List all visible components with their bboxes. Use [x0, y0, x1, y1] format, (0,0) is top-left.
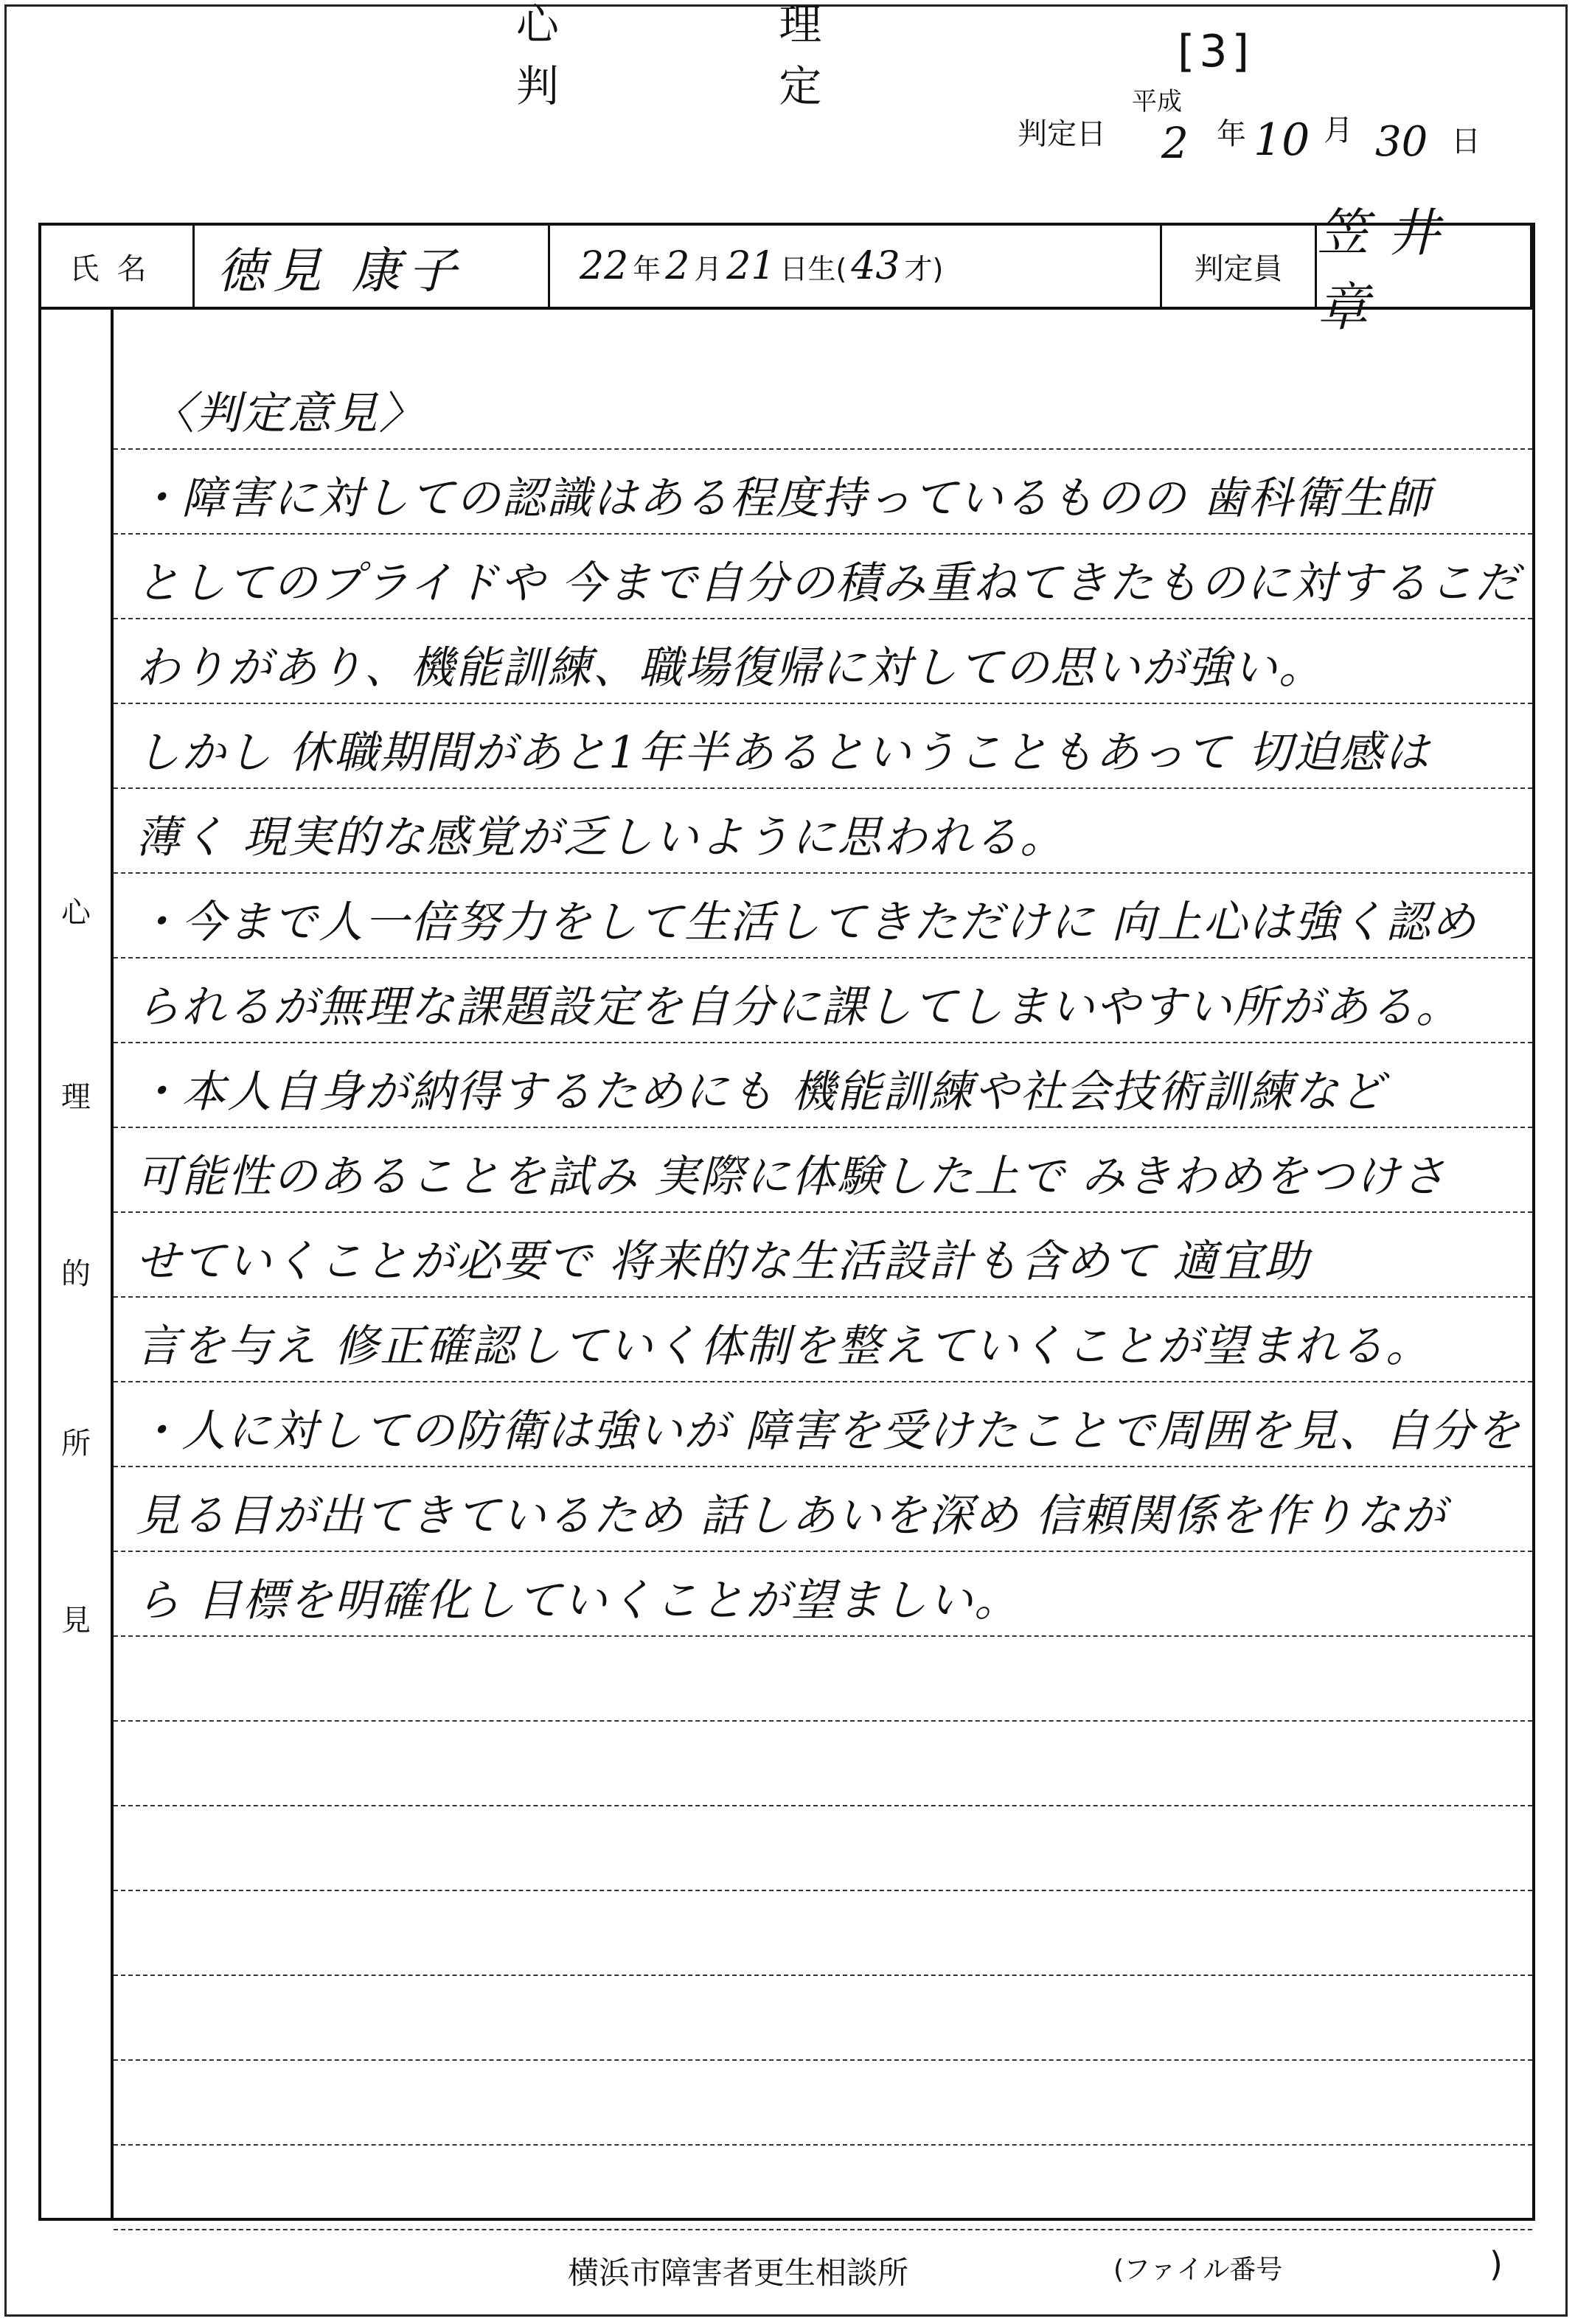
ruled-line: [114, 1975, 1532, 1976]
ruled-line: [114, 2059, 1532, 2061]
opinion-text-line: ら 目標を明確化していくことが望ましい。: [136, 1575, 1021, 1627]
ruled-line: [114, 787, 1532, 789]
footer: [0, 2241, 1575, 2308]
name-label: 氏名: [41, 226, 195, 307]
birth-day: 21: [726, 244, 776, 288]
form-number: [3]: [1178, 26, 1254, 77]
judgment-date-label: 判定日: [1018, 117, 1106, 151]
opinion-text-line: ・人に対しての防衛は強いが 障害を受けたことで周囲を見、自分を: [136, 1405, 1522, 1457]
opinion-text-line: ・本人自身が納得するためにも 機能訓練や社会技術訓練など: [136, 1066, 1386, 1118]
age-unit: 才): [904, 252, 944, 285]
judgment-date-era: 平成: [1132, 87, 1182, 116]
opinion-text-line: としてのプライドや 今まで自分の積み重ねてきたものに対するこだ: [136, 557, 1520, 609]
side-label-char: 心: [61, 896, 91, 930]
ruled-line: [114, 1805, 1532, 1806]
ruled-line: [114, 1635, 1532, 1637]
file-number-close: ): [1489, 2244, 1503, 2284]
judgment-date-day: 30: [1375, 118, 1428, 166]
opinion-text-line: しかし 休職期間があと1年半あるということもあって 切迫感は: [136, 727, 1430, 779]
age-value: 43: [851, 244, 900, 288]
birth-day-unit: 日生(: [779, 252, 847, 285]
ruled-line: [114, 533, 1532, 535]
opinion-text-line: わりがあり、機能訓練、職場復帰に対しての思いが強い。: [136, 642, 1324, 694]
ruled-line: [114, 1466, 1532, 1467]
ruled-line: [114, 2229, 1532, 2230]
opinion-section: [38, 307, 1535, 2221]
opinion-text-line: 言を与え 修正確認していく体制を整えていくことが望まれる。: [136, 1321, 1432, 1372]
name-value: 徳見 康子: [195, 226, 550, 307]
opinion-text-line: 見る目が出てきているため 話しあいを深め 信頼関係を作りなが: [136, 1490, 1447, 1542]
ruled-line: [114, 872, 1532, 874]
ruled-line: [114, 1720, 1532, 1722]
file-number-label: (ファイル番号: [1113, 2255, 1283, 2285]
judgment-date-month-unit: 月: [1324, 114, 1353, 147]
birth-month: 2: [665, 244, 690, 288]
birth-year-unit: 年: [633, 252, 661, 285]
ruled-line: [114, 1211, 1532, 1213]
judgment-date: [1018, 74, 1548, 184]
birth-year: 22: [580, 244, 629, 288]
side-label-char: 見: [61, 1604, 91, 1638]
ruled-line: [114, 1381, 1532, 1382]
opinion-text-line: せていくことが必要で 将来的な生活設計も含めて 適宜助: [136, 1236, 1310, 1287]
birth-month-unit: 月: [694, 252, 723, 285]
judger-value: 笠井 章: [1317, 226, 1532, 307]
opinion-heading: 〈判定意見〉: [150, 388, 425, 439]
ruled-writing-area: [114, 307, 1532, 2218]
opinion-text-line: ・障害に対しての認識はある程度持っているものの 歯科衛生師: [136, 473, 1432, 524]
opinion-text-line: 薄く 現実的な感覚が乏しいように思われる。: [136, 812, 1066, 863]
ruled-line: [114, 2144, 1532, 2146]
side-label-char: 理: [61, 1080, 91, 1114]
judgment-date-year-unit: 年: [1217, 117, 1246, 151]
form-title-text: 心 理 判 定: [516, 0, 925, 111]
opinion-text-line: られるが無理な課題設定を自分に課してしまいやすい所がある。: [136, 981, 1461, 1033]
ruled-line: [114, 1127, 1532, 1128]
ruled-line: [114, 957, 1532, 959]
judgment-date-year: 2: [1161, 118, 1189, 168]
ruled-line: [114, 703, 1532, 704]
opinion-text-line: 可能性のあることを試み 実際に体験した上で みきわめをつけさ: [136, 1151, 1447, 1203]
side-label-char: 的: [61, 1257, 91, 1291]
judgment-date-month: 10: [1254, 114, 1310, 166]
side-label-column: [41, 307, 114, 2218]
ruled-line: [114, 1551, 1532, 1552]
judger-label: 判定員: [1162, 226, 1317, 307]
birth-date: [550, 226, 1162, 307]
ruled-line: [114, 1890, 1532, 1891]
office-name: 横浜市障害者更生相談所: [568, 2255, 909, 2291]
ruled-line: [114, 448, 1532, 450]
judgment-date-day-unit: 日: [1451, 125, 1481, 159]
ruled-line: [114, 1042, 1532, 1043]
side-label-char: 所: [61, 1427, 91, 1461]
ruled-line: [114, 618, 1532, 619]
opinion-text-line: ・今まで人一倍努力をして生活してきただけに 向上心は強く認め: [136, 897, 1478, 948]
ruled-line: [114, 1296, 1532, 1298]
header-row: [38, 203, 1535, 338]
